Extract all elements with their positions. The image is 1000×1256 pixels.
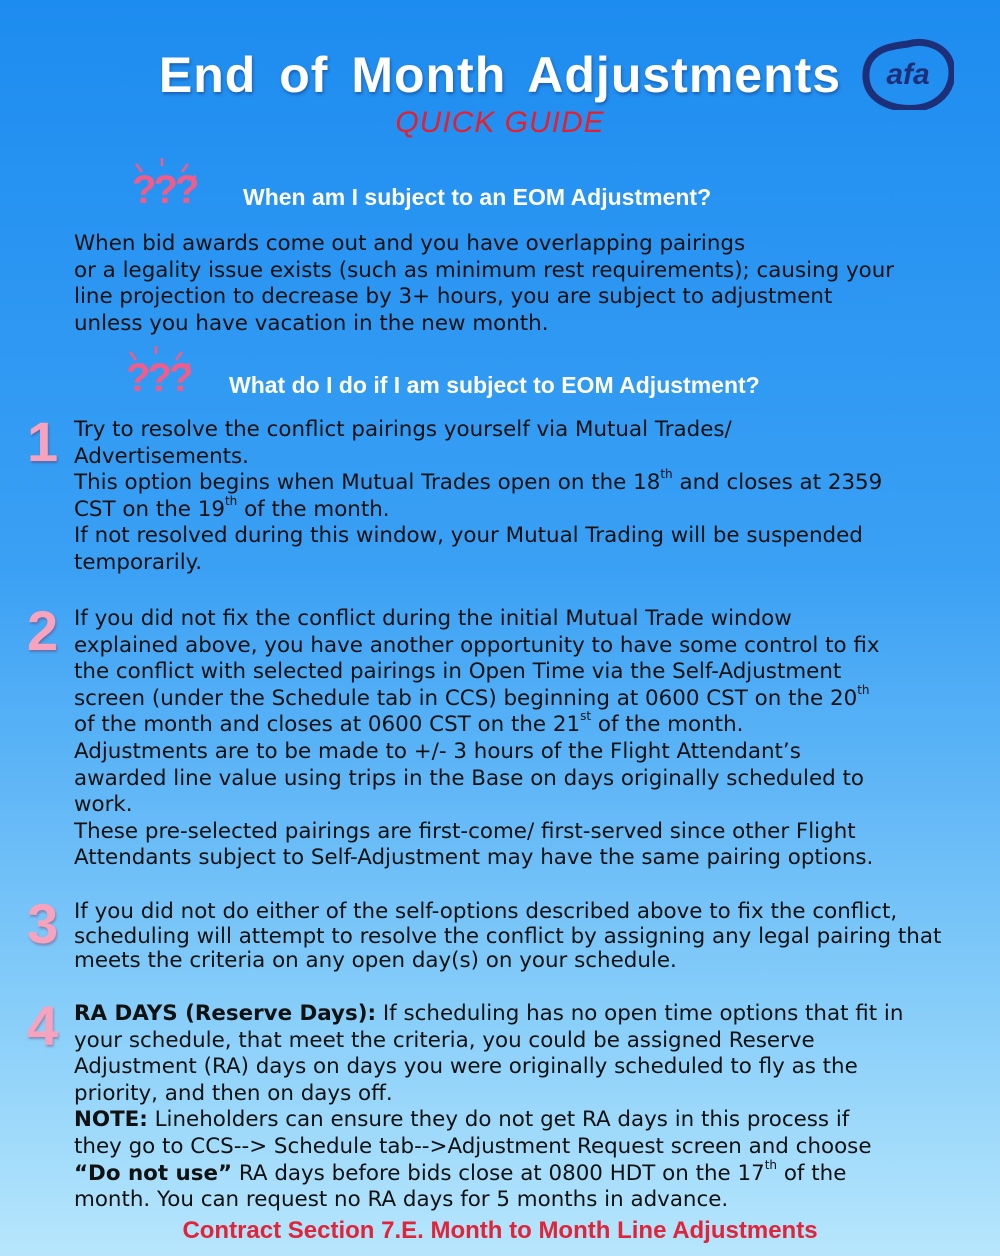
step-number-3: 3 [27, 892, 59, 955]
question-marks-icon: ??? [126, 156, 206, 216]
question-marks-icon: ??? [120, 344, 200, 404]
step-2-body: If you did not fix the conflict during the initial Mutual Trade window explained above, you have another opportunity to have some control to fix the conflict with selected pairings in Open Time via the Self-Adjustment screen (under the Schedule tab in CCS) beginning at 0600 CST on the 20th of the month and closes at 0600 CST on the 21st of the month. Adjustments are to be made to +/- 3 hours of the Flight Attendant’s awarded line value using trips in the Base on days originally scheduled to work. These pre-selected pairings are first-come/ first-served since other Flight Attendants subject to Self-Adjustment may have the same pairing options. [74, 606, 880, 871]
step-3-body: If you did not do either of the self-options described above to fix the conflict, scheduling will attempt to resolve the conflict by assigning any legal pairing that meets the criteria on any open day(s) on your schedule. [74, 899, 942, 974]
step-number-4: 4 [27, 994, 59, 1057]
page-title: End of Month Adjustments [158, 47, 842, 103]
step-number-2: 2 [27, 599, 59, 662]
section-when-body: When bid awards come out and you have overlapping pairings or a legality issue exists (such as minimum rest requirements); causing your line projection to decrease by 3+ hours, you are subject to adjustment unless you have vacation in the new month. [74, 231, 895, 336]
step-1-body: Try to resolve the conflict pairings yourself via Mutual Trades/ Advertisements. This option begins when Mutual Trades open on the 18th and closes at 2359 CST on the 19th of the month. If not resolved during this window, your Mutual Trading will be suspended temporarily. [74, 417, 883, 575]
step-4-body: RA DAYS (Reserve Days): If scheduling has no open time options that fit in your schedule, that meet the criteria, you could be assigned Reserve Adjustment (RA) days on days you were originally scheduled to fly as the priority, and then on days off. NOTE: Lineholders can ensure they do not get RA days in this process if they go to CCS--> Schedule tab-->Adjustment Request screen and choose “Do not use” RA days before bids close at 0800 HDT on the 17th of the month. You can request no RA days for 5 months in advance. [74, 1001, 904, 1213]
step-number-1: 1 [27, 410, 59, 473]
afa-logo [862, 38, 954, 110]
logo-text: afa [886, 58, 930, 91]
section-heading-what: What do I do if I am subject to EOM Adjustment? [229, 372, 760, 398]
contract-reference: Contract Section 7.E. Month to Month Line Adjustments [182, 1217, 818, 1244]
page-subtitle: QUICK GUIDE [395, 106, 605, 139]
section-heading-when: When am I subject to an EOM Adjustment? [243, 184, 712, 210]
